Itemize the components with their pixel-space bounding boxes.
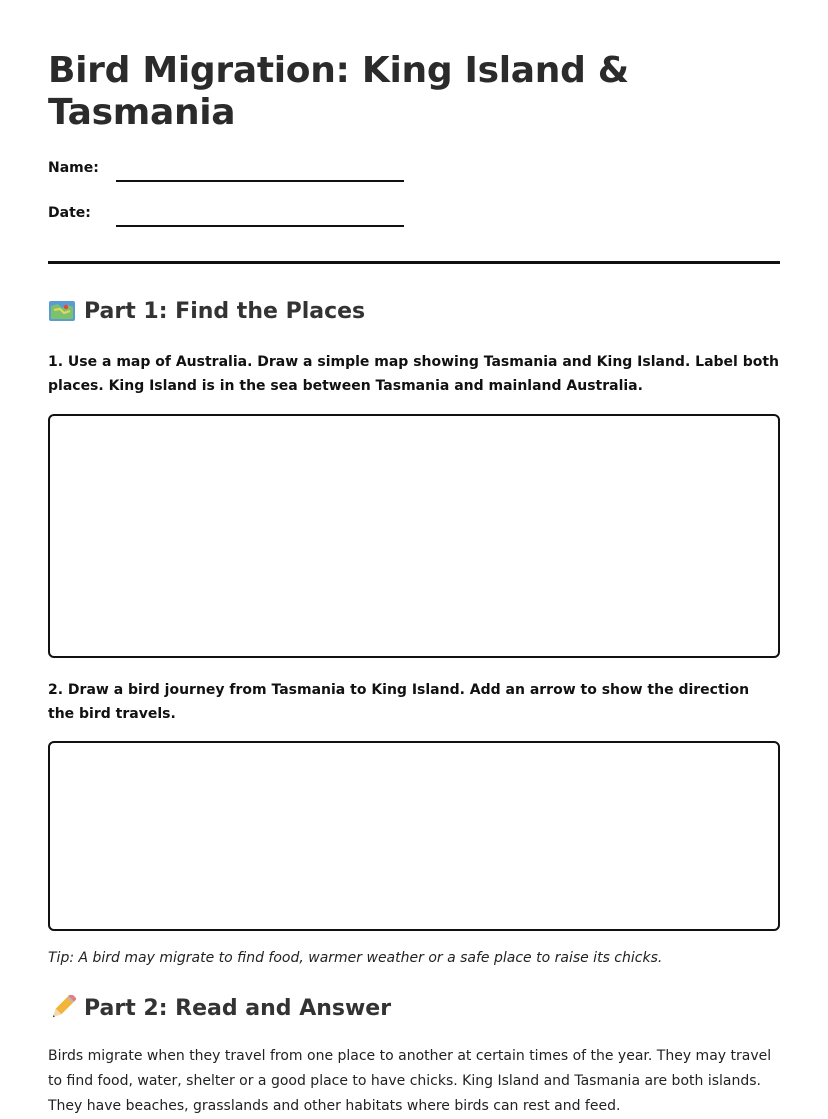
part2-heading <box>48 995 391 1021</box>
name-field[interactable] <box>116 180 404 182</box>
part1-title: Part 1: Find the Places <box>84 298 366 324</box>
reading-paragraph: Birds migrate when they travel from one place to another at certain times of the year. They may travel to find food, water, shelter or a good place to have chicks. King Island and Tasmania are both islands. They have beaches, grasslands and other habitats where birds can rest and feed. <box>48 1048 772 1114</box>
name-label: Name: <box>48 160 99 176</box>
part2-title: Part 2: Read and Answer <box>84 995 392 1021</box>
journey-drawing-box[interactable] <box>48 741 780 931</box>
question-1: 1. Use a map of Australia. Draw a simple map showing Tasmania and King Island. Label both places. King Island is in the sea between Tasmania and mainland Australia. <box>48 354 780 394</box>
tip-text: Tip: A bird may migrate to find food, warmer weather or a safe place to raise its chicks. <box>48 950 663 966</box>
question-2: 2. Draw a bird journey from Tasmania to King Island. Add an arrow to show the direction the bird travels. <box>48 682 750 722</box>
map-icon <box>48 298 76 324</box>
pencil-icon <box>48 995 76 1021</box>
part1-heading <box>48 298 365 324</box>
map-drawing-box[interactable] <box>48 414 780 658</box>
section-divider <box>48 261 780 264</box>
date-field[interactable] <box>116 225 404 227</box>
date-label: Date: <box>48 205 91 221</box>
page-title: Bird Migration: King Island & Tasmania <box>48 50 629 133</box>
